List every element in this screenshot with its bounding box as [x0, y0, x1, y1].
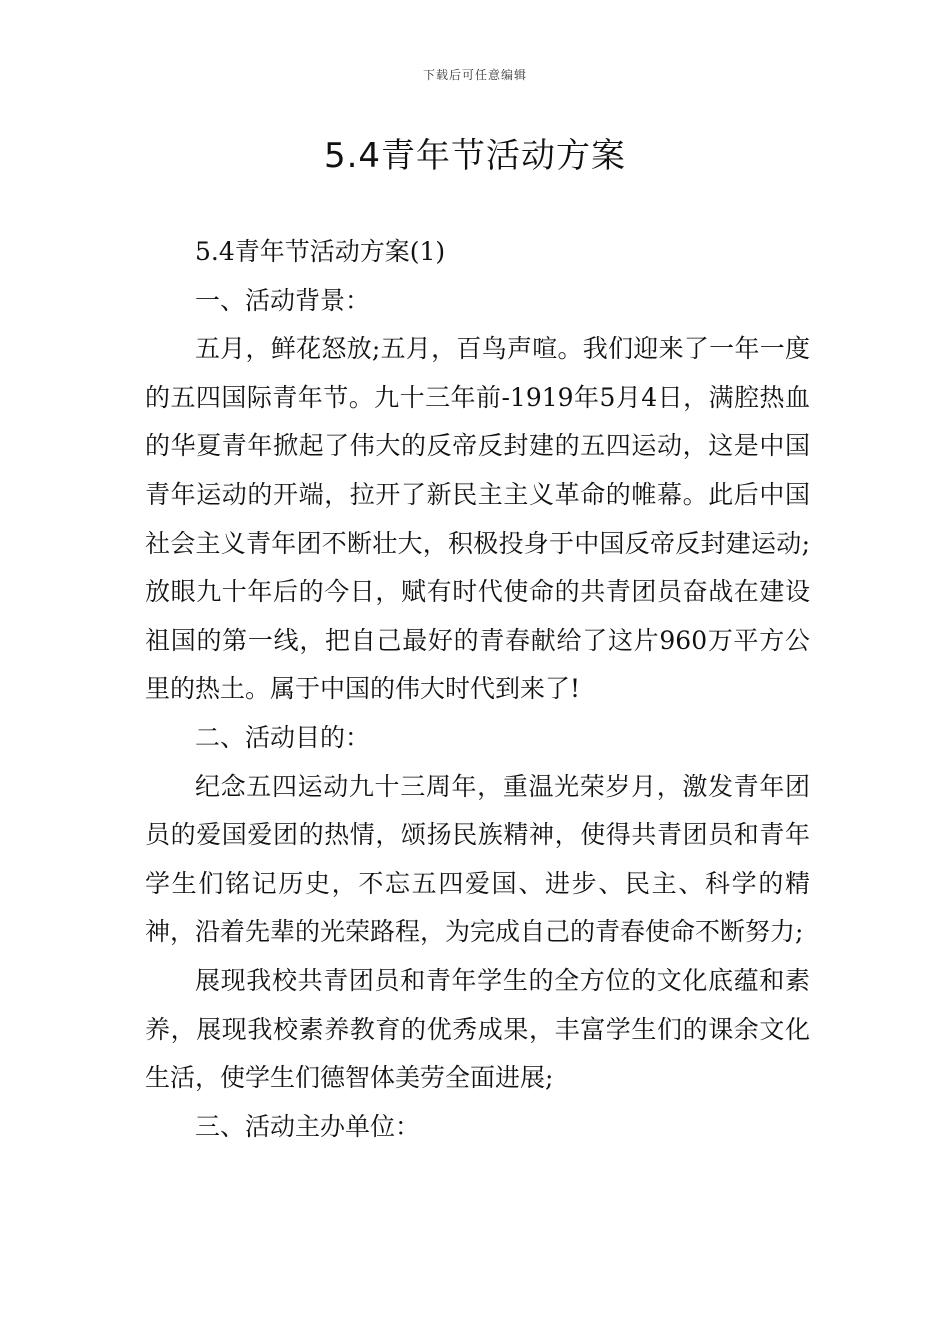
heading-background: 一、活动背景：: [195, 285, 371, 315]
paragraph-background: 五月，鲜花怒放;五月，百鸟声喧。我们迎来了一年一度的五四国际青年节。九十三年前-1919年5月4日，满腔热血的华夏青年掀起了伟大的反帝反封建的五四运动，这是中国青年运动的开端，拉开了新民主主义革命的帷幕。此后中国社会主义青年团不断壮大，积极投身于中国反帝反封建运动;放眼九十年后的今日，赋有时代使命的共青团员奋战在建设祖国的第一线，把自己最好的青春献给了这片960万平方公里的热土。属于中国的伟大时代到来了!: [145, 334, 810, 704]
section-subtitle: 5.4青年节活动方案(1): [195, 237, 446, 266]
paragraph-purpose-2: 展现我校共青团员和青年学生的全方位的文化底蕴和素养，展现我校素养教育的优秀成果，丰富学生们的课余文化生活，使学生们德智体美劳全面进展;: [145, 965, 810, 1093]
header-note: 下载后可任意编辑: [422, 68, 527, 82]
heading-purpose: 二、活动目的：: [195, 722, 371, 752]
paragraph-purpose-1: 纪念五四运动九十三周年，重温光荣岁月，激发青年团员的爱国爱团的热情，颂扬民族精神，使得共青团员和青年学生们铭记历史，不忘五四爱国、进步、民主、科学的精神，沿着先辈的光荣路程，为完成自己的青春使命不断努力;: [145, 771, 810, 947]
document-body: [145, 228, 810, 1151]
heading-organizer: 三、活动主办单位：: [195, 1111, 421, 1141]
document-title: 5.4青年节活动方案: [323, 136, 627, 176]
